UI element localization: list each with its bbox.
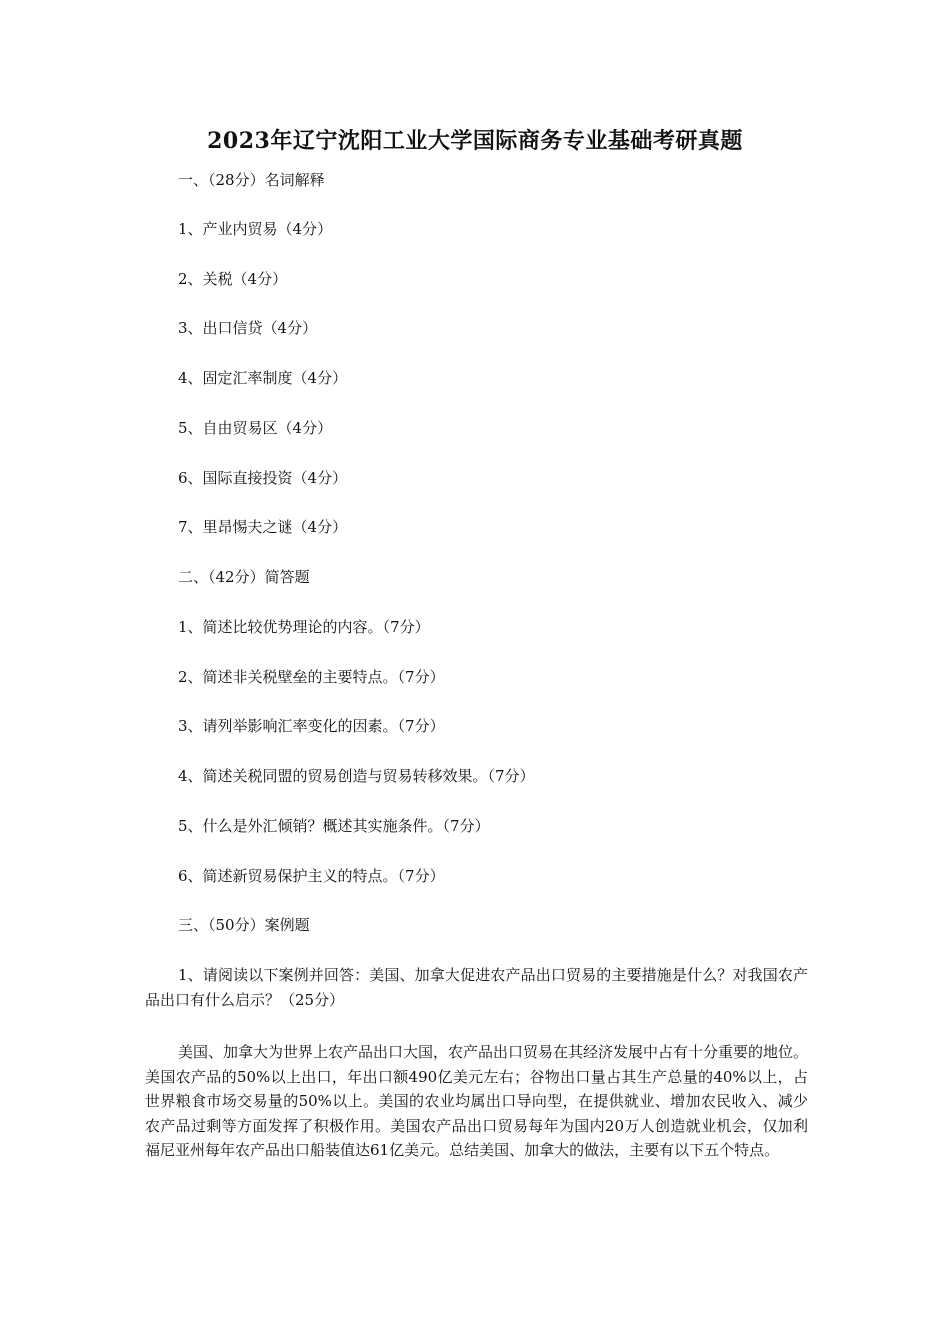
section3-heading: 三、（50分）案例题 (178, 916, 310, 934)
section1-item: 1、产业内贸易（4分） (178, 220, 333, 238)
section2-item: 6、简述新贸易保护主义的特点。（7分） (178, 867, 445, 885)
section2-item: 3、请列举影响汇率变化的因素。（7分） (178, 717, 445, 735)
section2-item: 1、简述比较优势理论的内容。（7分） (178, 618, 430, 636)
section2-item: 4、简述关税同盟的贸易创造与贸易转移效果。（7分） (178, 767, 535, 785)
section2-heading: 二、（42分）简答题 (178, 568, 310, 586)
section2-item: 2、简述非关税壁垒的主要特点。（7分） (178, 668, 445, 686)
case-question: 1、请阅读以下案例并回答：美国、加拿大促进农产品出口贸易的主要措施是什么？对我国农产品出口有什么启示？（25分） (145, 966, 808, 1009)
section1-item: 6、国际直接投资（4分） (178, 469, 348, 487)
section1-item: 7、里昂惕夫之谜（4分） (178, 518, 348, 536)
case-text: 美国、加拿大为世界上农产品出口大国，农产品出口贸易在其经济发展中占有十分重要的地位。美国农产品的50%以上出口，年出口额490亿美元左右；谷物出口量占其生产总量的40%以上，占世界粮食市场交易量的50%以上。美国的农业均属出口导向型，在提供就业、增加农民收入、减少农产品过剩等方面发挥了积极作用。美国农产品出口贸易每年为国内20万人创造就业机会，仅加利福尼亚州每年农产品出口船装值达61亿美元。总结美国、加拿大的做法，主要有以下五个特点。 (145, 1043, 809, 1159)
section1-item: 3、出口信贷（4分） (178, 319, 318, 337)
section1-item: 5、自由贸易区（4分） (178, 419, 333, 437)
document-title: 2023年辽宁沈阳工业大学国际商务专业基础考研真题 (207, 128, 743, 154)
section2-item: 5、什么是外汇倾销？概述其实施条件。（7分） (178, 817, 490, 835)
section1-item: 4、固定汇率制度（4分） (178, 369, 348, 387)
section1-item: 2、关税（4分） (178, 270, 288, 288)
section1-heading: 一、（28分）名词解释 (178, 171, 325, 189)
